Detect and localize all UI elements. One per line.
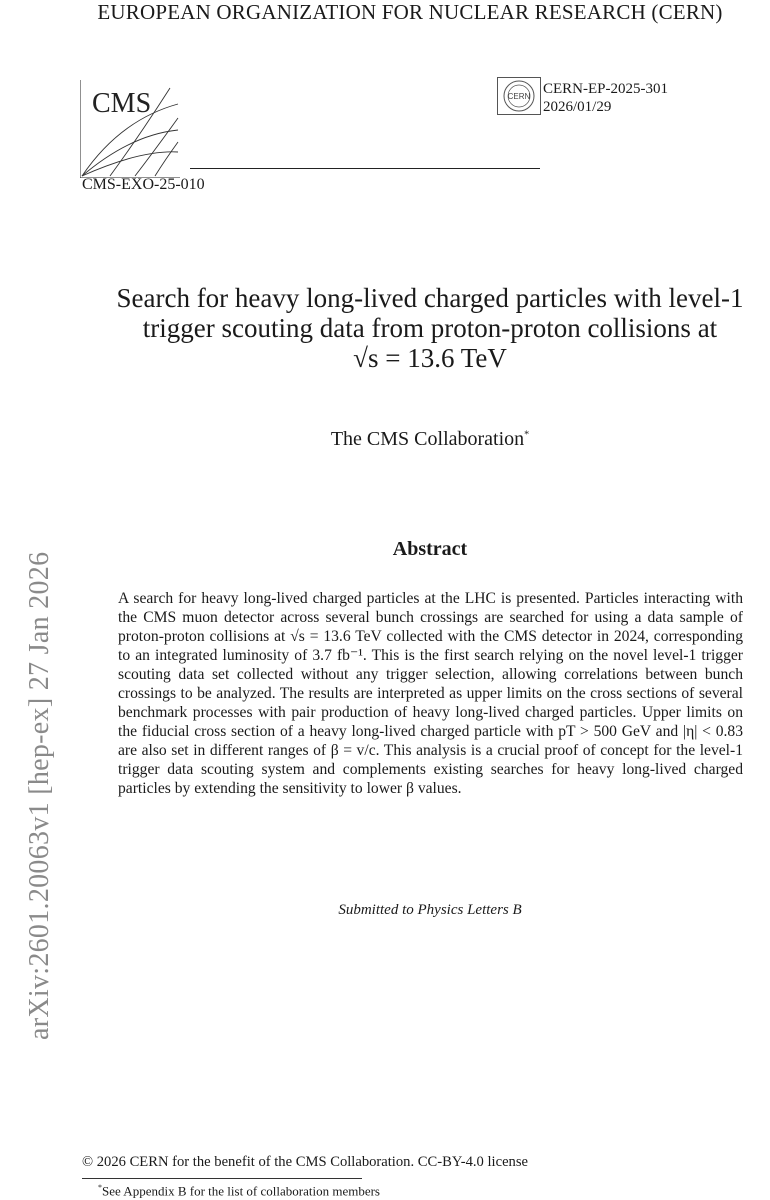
report-date: 2026/01/29 [543,99,612,115]
cms-logo-text: CMS [92,88,152,119]
title-line-1: Search for heavy long-lived charged particles with level-1 [116,283,744,313]
cms-logo [80,80,180,178]
paper-title [70,283,770,373]
author-name: The CMS Collaboration [330,428,525,450]
abstract-heading: Abstract [392,538,468,560]
title-line-3: √s = 13.6 TeV [353,343,507,373]
arxiv-stamp: arXiv:2601.20063v1 [hep-ex] 27 Jan 2026 [24,551,55,1040]
submission-note: Submitted to Physics Letters B [338,902,522,918]
organization-header: EUROPEAN ORGANIZATION FOR NUCLEAR RESEARCH (CERN) [97,0,723,24]
footnote-rule [82,1178,362,1179]
footnote-mark: * [98,1183,102,1192]
cern-logo-text: CERN [507,92,531,101]
title-line-2: trigger scouting data from proton-proton collisions at [142,313,718,343]
cern-report-id: CERN-EP-2025-301 [543,81,668,97]
authors [190,428,670,451]
cms-report-id: CMS-EXO-25-010 [82,176,205,193]
author-footnote-mark: * [524,429,530,441]
footnote [98,1183,380,1199]
cern-logo [497,77,541,115]
header-rule [190,168,540,169]
copyright-notice: © 2026 CERN for the benefit of the CMS Collaboration. CC-BY-4.0 license [82,1154,529,1170]
footnote-text: See Appendix B for the list of collaboration members [102,1183,380,1199]
abstract-body: A search for heavy long-lived charged particles at the LHC is presented. Particles interacting with the CMS muon detector across several bunch crossings are searched for using a data sample of proton-proton collisions at √s = 13.6 TeV collected with the CMS detector in 2024, corresponding to an integrated luminosity of 3.7 fb⁻¹. This is the first search relying on the novel level-1 trigger scouting data set collected without any trigger selection, allowing correlations between bunch crossings to be analyzed. The results are interpreted as upper limits on the cross sections of several benchmark processes with pair production of heavy long-lived charged particles. Upper limits on the fiducial cross section of a heavy long-lived charged particle with pT > 500 GeV and |η| < 0.83 are also set in different ranges of β = v/c. This analysis is a crucial proof of concept for the level-1 trigger data scouting system and complements existing searches for heavy long-lived charged particles by extending the sensitivity to lower β values. [118,590,743,797]
